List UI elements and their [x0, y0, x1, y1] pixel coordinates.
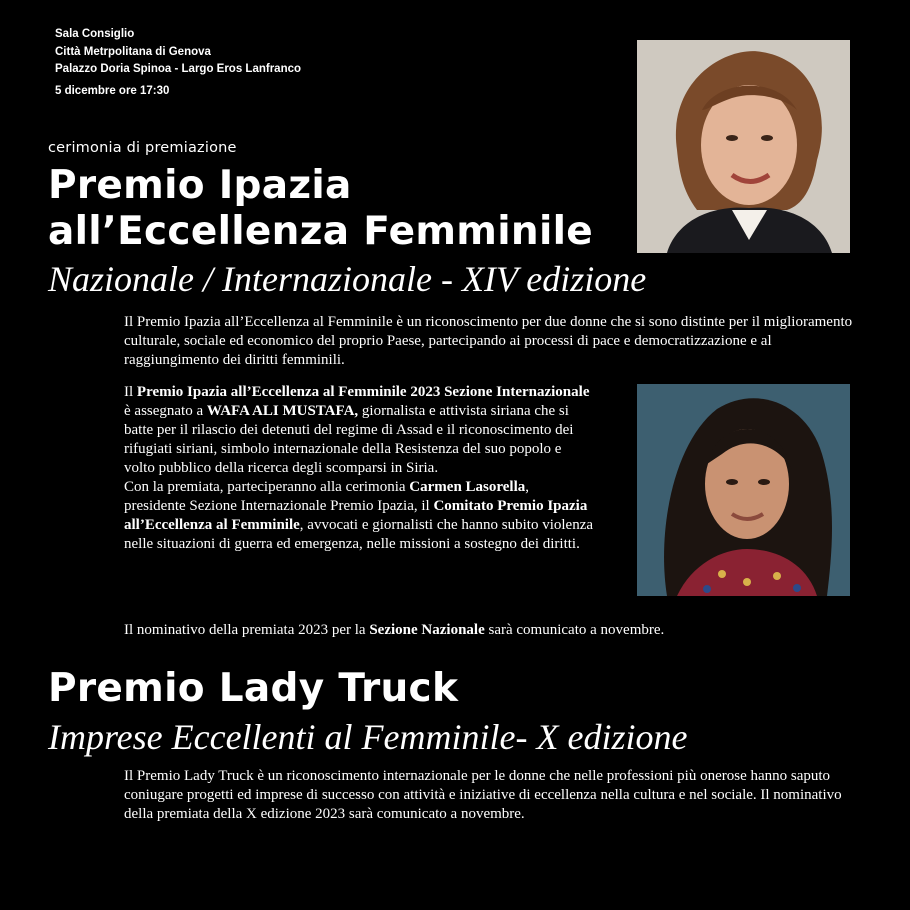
intl-award-name: Premio Ipazia all’Eccellenza al Femminile 2023 Sezione Internazionale	[136, 384, 590, 400]
president-name: Carmen Lasorella	[409, 479, 526, 495]
portrait-photo-1	[637, 40, 850, 253]
intl-text-1: Il	[124, 384, 137, 400]
ipazia-edition: Nazionale / Internazionale - XIV edizione	[48, 259, 647, 299]
intl-text-5: , presidente Sezione Internazionale Premio Ipazia, il	[124, 479, 530, 514]
intl-text-6: , avvocati e giornalisti che hanno subito violenza nelle situazioni di guerra ed emergenza, nelle missioni a sostegno dei diritti.	[124, 517, 594, 552]
lady-truck-title: Premio Lady Truck	[48, 666, 459, 711]
winner-name: WAFA ALI MUSTAFA,	[206, 403, 359, 419]
lady-truck-edition: Imprese Eccellenti al Femminile- X edizione	[48, 717, 688, 757]
venue-line-2: Città Metrpolitana di Genova	[55, 45, 211, 58]
international-section-paragraph	[124, 383, 594, 554]
ceremony-subtitle: cerimonia di premiazione	[48, 140, 237, 156]
venue-line-1: Sala Consiglio	[55, 28, 135, 40]
national-section-note	[124, 621, 844, 640]
venue-info	[55, 26, 301, 100]
intl-text-2: è assegnato a	[124, 403, 207, 419]
intro-paragraph: Il Premio Ipazia all’Eccellenza al Femminile è un riconoscimento per due donne che si sono distinte per il miglioramento culturale, sociale ed economico del proprio Paese, partecipando ai processi di pace e democratizzazione e al raggiungimento dei diritti femminili.	[124, 314, 853, 368]
event-date: 5 dicembre ore 17:30	[55, 84, 170, 97]
committee-name: Comitato Premio Ipazia all’Eccellenza al Femminile	[124, 498, 588, 533]
intl-text-4: Con la premiata, parteciperanno alla cerimonia	[124, 479, 410, 495]
national-text-2: sarà comunicato a novembre.	[484, 622, 665, 638]
lady-truck-paragraph: Il Premio Lady Truck è un riconoscimento internazionale per le donne che nelle professioni più onerose hanno saputo coniugare progetti ed imprese di successo con attività e iniziative di eccellenza nella cultura e nel sociale. Il nominativo della premiata della X edizione 2023 sarà comunicato a novembre.	[124, 768, 842, 822]
national-text-1: Il nominativo della premiata 2023 per la	[124, 622, 370, 638]
ipazia-title-line-2: all’Eccellenza Femminile	[48, 209, 594, 254]
venue-line-3: Palazzo Doria Spinoa - Largo Eros Lanfranco	[55, 63, 302, 75]
national-section-name: Sezione Nazionale	[369, 622, 485, 638]
intl-text-3: giornalista e attivista siriana che si batte per il rilascio dei detenuti del regime di Assad e il riconoscimento dei rifugiati siriani, simbolo internazionale della Resistenza del suo popolo e volto pubblico della ricerca degli scomparsi in Siria.	[124, 403, 574, 476]
portrait-photo-2	[637, 384, 850, 596]
ipazia-title	[48, 163, 593, 255]
ipazia-title-line-1: Premio Ipazia	[48, 163, 352, 208]
